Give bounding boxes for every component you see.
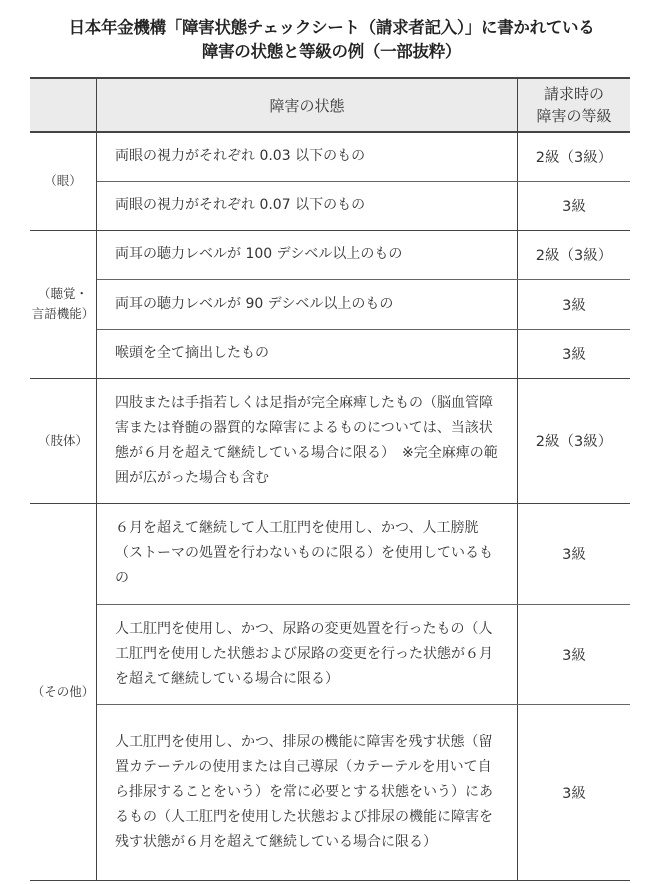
grade-cell: 3級: [518, 604, 631, 704]
header-category: [30, 78, 97, 132]
category-limbs: （肢体）: [30, 378, 97, 503]
grade-cell: 3級: [518, 181, 631, 230]
state-cell: 両眼の視力がそれぞれ 0.03 以下のもの: [97, 132, 518, 181]
state-cell: 両眼の視力がそれぞれ 0.07 以下のもの: [97, 181, 518, 230]
table-row: [30, 279, 630, 329]
category-eye: （眼）: [30, 132, 97, 230]
table-row: [30, 132, 630, 181]
table-row: [30, 704, 630, 880]
document-title-line2: 障害の状態と等級の例（一部抜粋）: [201, 42, 462, 61]
grade-cell: 2級（3級）: [518, 230, 631, 279]
category-hearing: [30, 230, 97, 378]
grade-cell: 3級: [518, 279, 631, 329]
category-line2: 言語機能）: [31, 306, 95, 321]
table-row: [30, 378, 630, 503]
header-grade-line2: 障害の等級: [536, 107, 612, 125]
table-row: [30, 329, 630, 378]
table-row: [30, 503, 630, 604]
header-grade-line1: 請求時の: [543, 85, 604, 103]
table-header-row: [30, 78, 630, 132]
grade-cell: 3級: [518, 704, 631, 880]
table-row: [30, 604, 630, 704]
grade-cell: 2級（3級）: [518, 378, 631, 503]
category-other: （その他）: [30, 503, 97, 880]
state-cell: 四肢または手指若しくは足指が完全麻痺したもの（脳血管障害または脊髄の器質的な障害によるものについては、当該状態が６月を超えて継続している場合に限る） ※完全麻痺の範囲が広がった場合も含む: [97, 378, 518, 503]
state-cell: 喉頭を全て摘出したもの: [97, 329, 518, 378]
grade-cell: 2級（3級）: [518, 132, 631, 181]
header-state: 障害の状態: [97, 78, 518, 132]
document-title-line1: 日本年金機構「障害状態チェックシート（請求者記入）」に書かれている: [68, 18, 595, 37]
table-row: [30, 230, 630, 279]
state-cell: 両耳の聴力レベルが 100 デシベル以上のもの: [97, 230, 518, 279]
state-cell: 人工肛門を使用し、かつ、尿路の変更処置を行ったもの（人工肛門を使用した状態および尿路の変更を行った状態が６月を超えて継続している場合に限る）: [97, 604, 518, 704]
disability-grade-table: [30, 77, 630, 881]
state-cell: ６月を超えて継続して人工肛門を使用し、かつ、人工膀胱（ストーマの処置を行わないものに限る）を使用しているもの: [97, 503, 518, 604]
table-row: [30, 181, 630, 230]
header-grade: [518, 78, 631, 132]
state-cell: 両耳の聴力レベルが 90 デシベル以上のもの: [97, 279, 518, 329]
state-cell: 人工肛門を使用し、かつ、排尿の機能に障害を残す状態（留置カテーテルの使用または自己導尿（カテーテルを用いて自ら排尿することをいう）を常に必要とする状態をいう）にあるもの（人工肛門を使用した状態および排尿の機能に障害を残す状態が６月を超えて継続している場合に限る）: [97, 704, 518, 880]
grade-cell: 3級: [518, 503, 631, 604]
category-line1: （聴覚・: [37, 286, 88, 301]
grade-cell: 3級: [518, 329, 631, 378]
